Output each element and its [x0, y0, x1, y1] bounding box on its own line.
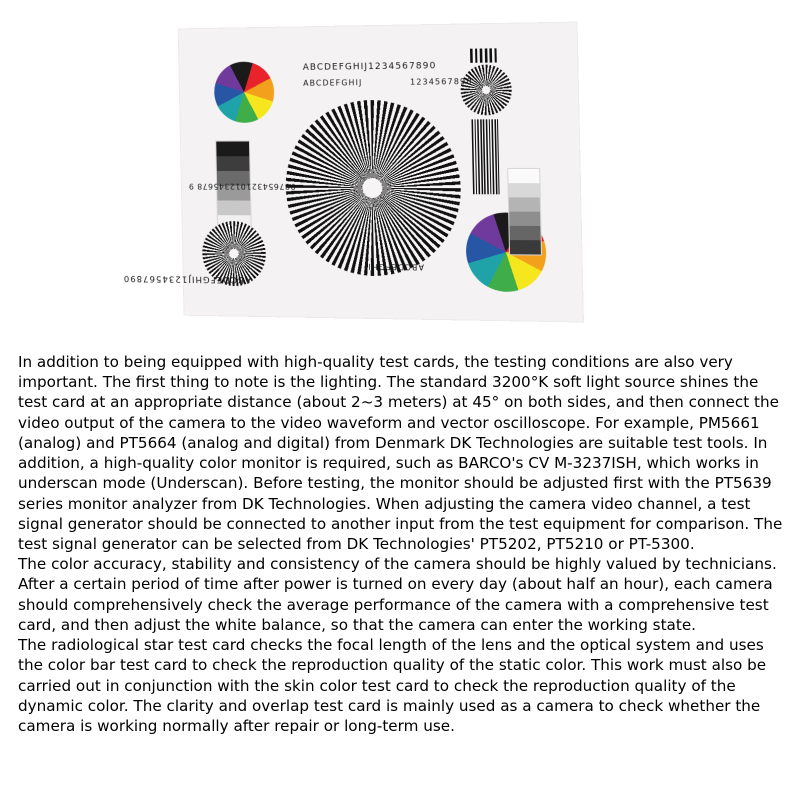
article-paragraph-3: The radiological star test card checks the focal length of the lens and the optical system and uses the color bar test card to check the reproduction quality of the static color. This work must also be carried out in conjunction with the skin color test card to check the reproduction quality of the dynamic color. The clarity and overlap test card is mainly used as a camera to check whether the camera is working normally after repair or long-term use. — [18, 636, 767, 735]
article-body — [18, 352, 784, 736]
siemens-star-center-icon — [284, 99, 463, 277]
frequency-wedge-lower-icon — [471, 119, 499, 194]
chart-center-number-row: 987654321012345678 9 — [188, 181, 296, 191]
frequency-wedge-upper-icon — [470, 48, 497, 63]
color-wheel-top-left-icon — [207, 54, 282, 131]
article-paragraph-1: In addition to being equipped with high-quality test cards, the testing conditions are also very important. The first thing to note is the lighting. The standard 3200°K soft light source shines the test card at an appropriate distance (about 2~3 meters) at 45° on both sides, and then connect the video output of the camera to the video waveform and vector oscilloscope. For example, PM5661 (analog) and PT5664 (analog and digital) from Denmark DK Technologies are suitable test tools. In addition, a high-quality color monitor is required, such as BARCO's CV M-3237ISH, which works in underscan mode (Underscan). Before testing, the monitor should be adjusted first with the PT5639 series monitor analyzer from DK Technologies. When adjusting the camera video channel, a test signal generator should be connected to another input from the test equipment for comparison. The test signal generator can be selected from DK Technologies' PT5202, PT5210 or PT-5300. — [18, 353, 783, 553]
chart-text-row-2: ABCDEFGHIJ — [303, 78, 363, 88]
article-paragraph-2: The color accuracy, stability and consistency of the camera should be highly valued by technicians. After a certain period of time after power is turned on every day (about half an hour), each camera should comprehensively check the average performance of the camera with a comprehensive test card, and then adjust the white balance, so that the camera can enter the working state. — [18, 555, 777, 634]
test-chart-card — [122, 23, 583, 322]
siemens-star-top-right-icon — [460, 64, 512, 115]
chart-text-row-1: ABCDEFGHIJ1234567890 — [302, 61, 437, 73]
color-wheel-bottom-right-icon — [453, 199, 560, 306]
grayscale-strip-right — [507, 168, 542, 256]
test-chart-card-wrapper — [122, 26, 606, 336]
chart-text-row-3: 1234567890 — [409, 76, 473, 87]
chart-bottom-text-row-1: ABCDEFGHIJ1234567890 — [122, 272, 251, 285]
chart-bottom-text-row-2: ABCDEFGHIJ — [363, 261, 425, 272]
test-chart-figure — [0, 0, 800, 352]
